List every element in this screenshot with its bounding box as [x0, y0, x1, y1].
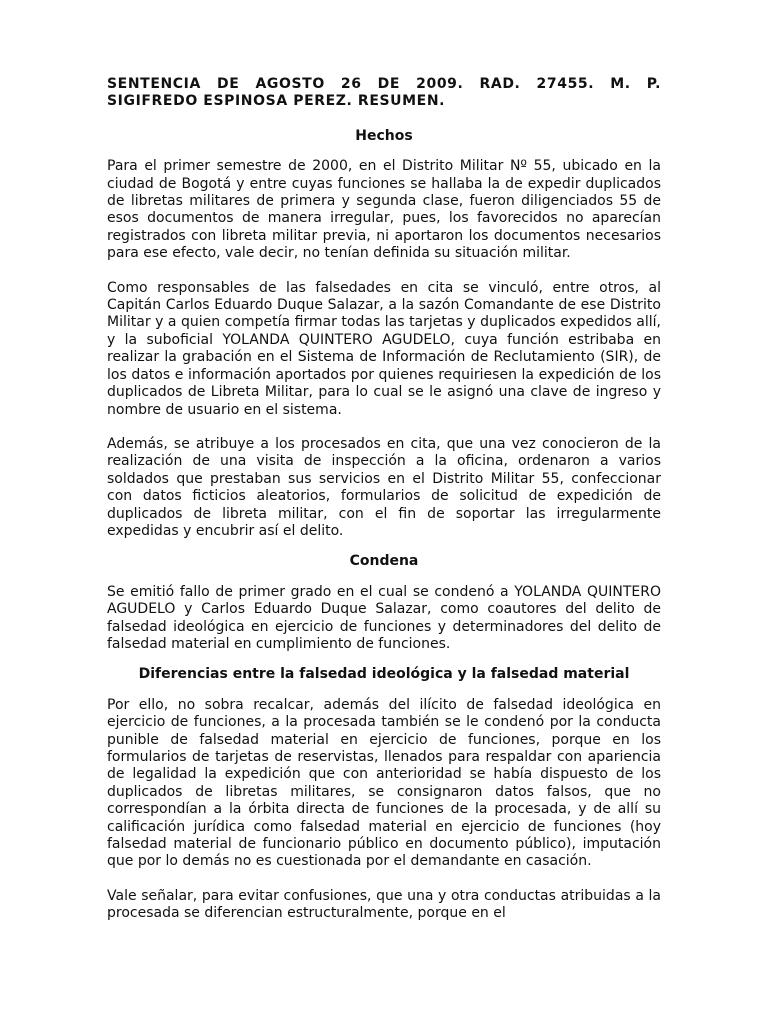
paragraph-hechos-2: Como responsables de las falsedades en cita se vinculó, entre otros, al Capitán Carlos Eduardo Duque Salazar, a la sazón Comandante de ese Distrito Militar y a quien competía firmar todas las tarjetas y duplicados expedidos allí, y la suboficial YOLANDA QUINTERO AGUDELO, cuya función estribaba en realizar la grabación en el Sistema de Información de Reclutamiento (SIR), de los datos e información aportados por quienes requiriesen la expedición de los duplicados de Libreta Militar, para lo cual se le asignó una clave de ingreso y nombre de usuario en el sistema.: [107, 279, 661, 418]
paragraph-hechos-3: Además, se atribuye a los procesados en cita, que una vez conocieron de la realización de una visita de inspección a la oficina, ordenaron a varios soldados que prestaban sus servicios en el Distrito Militar 55, confeccionar con datos ficticios aleatorios, formularios de solicitud de expedición de duplicados de libreta militar, con el fin de soportar las irregularmente expedidas y encubrir así el delito.: [107, 435, 661, 539]
paragraph-diferencias-2: Vale señalar, para evitar confusiones, que una y otra conductas atribuidas a la procesada se diferencian estructuralmente, porque en el: [107, 887, 661, 922]
document-title: SENTENCIA DE AGOSTO 26 DE 2009. RAD. 27455. M. P. SIGIFREDO ESPINOSA PEREZ. RESUMEN.: [107, 76, 661, 110]
document-page: [107, 76, 661, 923]
section-heading-diferencias: Diferencias entre la falsedad ideológica y la falsedad material: [138, 666, 630, 683]
paragraph-diferencias-1: Por ello, no sobra recalcar, además del ilícito de falsedad ideológica en ejercicio de funciones, a la procesada también se le condenó por la conducta punible de falsedad material en ejercicio de funciones, porque en los formularios de tarjetas de reservistas, llenados para respaldar con apariencia de legalidad la expedición que con anterioridad se había dispuesto de los duplicados de libretas militares, se consignaron datos falsos, que no correspondían a la órbita directa de funciones de la procesada, y de allí su calificación jurídica como falsedad material en ejercicio de funciones (hoy falsedad material de funcionario público en documento público), imputación que por lo demás no es cuestionada por el demandante en casación.: [107, 696, 661, 870]
paragraph-hechos-1: Para el primer semestre de 2000, en el Distrito Militar Nº 55, ubicado en la ciudad de Bogotá y entre cuyas funciones se hallaba la de expedir duplicados de libretas militares de primera y segunda clase, fueron diligenciados 55 de esos documentos de manera irregular, pues, los favorecidos no aparecían registrados con libreta militar previa, ni aportaron los documentos necesarios para ese efecto, vale decir, no tenían definida su situación militar.: [107, 158, 661, 262]
section-heading-condena: Condena: [349, 553, 419, 570]
section-heading-hechos: Hechos: [355, 127, 413, 144]
paragraph-condena-1: Se emitió fallo de primer grado en el cual se condenó a YOLANDA QUINTERO AGUDELO y Carlos Eduardo Duque Salazar, como coautores del delito de falsedad ideológica en ejercicio de funciones y determinadores del delito de falsedad material en cumplimiento de funciones.: [107, 583, 661, 652]
